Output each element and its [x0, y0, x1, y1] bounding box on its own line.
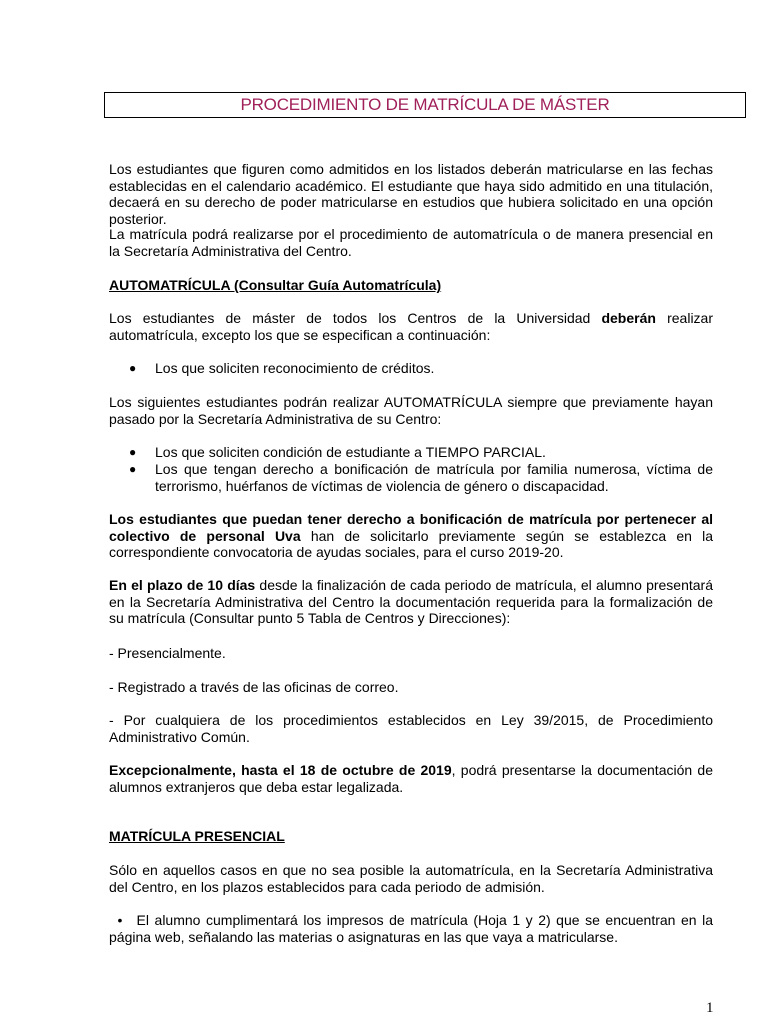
title-box [104, 92, 746, 118]
list-item [109, 444, 713, 461]
automatricula-paragraph-4 [109, 577, 713, 627]
automatricula-p4-rest: desde la finalización de cada periodo de matrícula, el alumno presentará en la Secretaría Administrativa del Centro la documentación requerida para la formalización de su matrícula (Consultar punto 5 Tabla de Centros y Direcciones): [109, 577, 713, 626]
automatricula-p1-after: realizar automatrícula, excepto los que se especifican a continuación: [109, 310, 714, 343]
option-ley: - Por cualquiera de los procedimientos establecidos en Ley 39/2015, de Procedimiento Administrativo Común. [109, 712, 713, 745]
bullet-icon: ● [129, 361, 137, 375]
list-item-text: El alumno cumplimentará los impresos de matrícula (Hoja 1 y 2) que se encuentran en la página web, señalando las materias o asignaturas en las que vaya a matricularse. [109, 912, 714, 945]
automatricula-p1-bold: deberán [601, 310, 656, 326]
option-presencial: - Presencialmente. [109, 645, 226, 661]
presencial-bullet [109, 912, 713, 945]
list-item-text: Los que soliciten condición de estudiante a TIEMPO PARCIAL. [155, 444, 546, 460]
automatricula-p5-rest: , podrá presentarse la documentación de alumnos extranjeros que deba estar legalizada. [109, 762, 713, 795]
automatricula-p5-bold: Excepcionalmente, hasta el 18 de octubre de 2019 [109, 762, 452, 778]
automatricula-paragraph-2: Los siguientes estudiantes podrán realizar AUTOMATRÍCULA siempre que previamente hayan pasado por la Secretaría Administrativa de su Centro: [109, 394, 713, 427]
automatricula-p3-bold: Los estudiantes que puedan tener derecho a bonificación de matrícula por pertenecer al colectivo de personal Uva [109, 511, 713, 544]
automatricula-p3-rest: han de solicitarlo previamente según se establezca en la correspondiente convocatoria de ayudas sociales, para el curso 2019-20. [109, 527, 713, 560]
bullet-icon: • [117, 912, 123, 928]
bullet-icon: ● [129, 462, 137, 476]
automatricula-p1-before: Los estudiantes de máster de todos los Centros de la Universidad [109, 310, 602, 326]
automatricula-paragraph-3 [109, 511, 713, 561]
list-item [109, 461, 713, 494]
intro-paragraph-2: La matrícula podrá realizarse por el procedimiento de automatrícula o de manera presencial en la Secretaría Administrativa del Centro. [109, 226, 713, 259]
automatricula-paragraph-5 [109, 762, 713, 795]
list-item [109, 360, 713, 377]
document-title: PROCEDIMIENTO DE MATRÍCULA DE MÁSTER [240, 95, 610, 114]
option-correo: - Registrado a través de las oficinas de correo. [109, 679, 399, 695]
presencial-heading: MATRÍCULA PRESENCIAL [109, 828, 285, 844]
list-item-text: Los que soliciten reconocimiento de créditos. [155, 360, 435, 376]
automatricula-p4-bold: En el plazo de 10 días [109, 577, 256, 593]
automatricula-heading: AUTOMATRÍCULA (Consultar Guía Automatrícula) [109, 277, 442, 293]
presencial-paragraph-1: Sólo en aquellos casos en que no sea posible la automatrícula, en la Secretaría Administrativa del Centro, en los plazos establecidos para cada periodo de admisión. [109, 862, 713, 895]
list-item-text: Los que tengan derecho a bonificación de matrícula por familia numerosa, víctima de terrorismo, huérfanos de víctimas de violencia de género o discapacidad. [155, 461, 713, 494]
bullet-icon: ● [129, 445, 137, 459]
intro-paragraph-1: Los estudiantes que figuren como admitidos en los listados deberán matricularse en las fechas establecidas en el calendario académico. El estudiante que haya sido admitido en una titulación, decaerá en su derecho de poder matricularse en estudios que hubiera solicitado en una opción posterior. [109, 161, 713, 227]
page-number: 1 [706, 1000, 714, 1016]
automatricula-paragraph-1 [109, 310, 713, 343]
